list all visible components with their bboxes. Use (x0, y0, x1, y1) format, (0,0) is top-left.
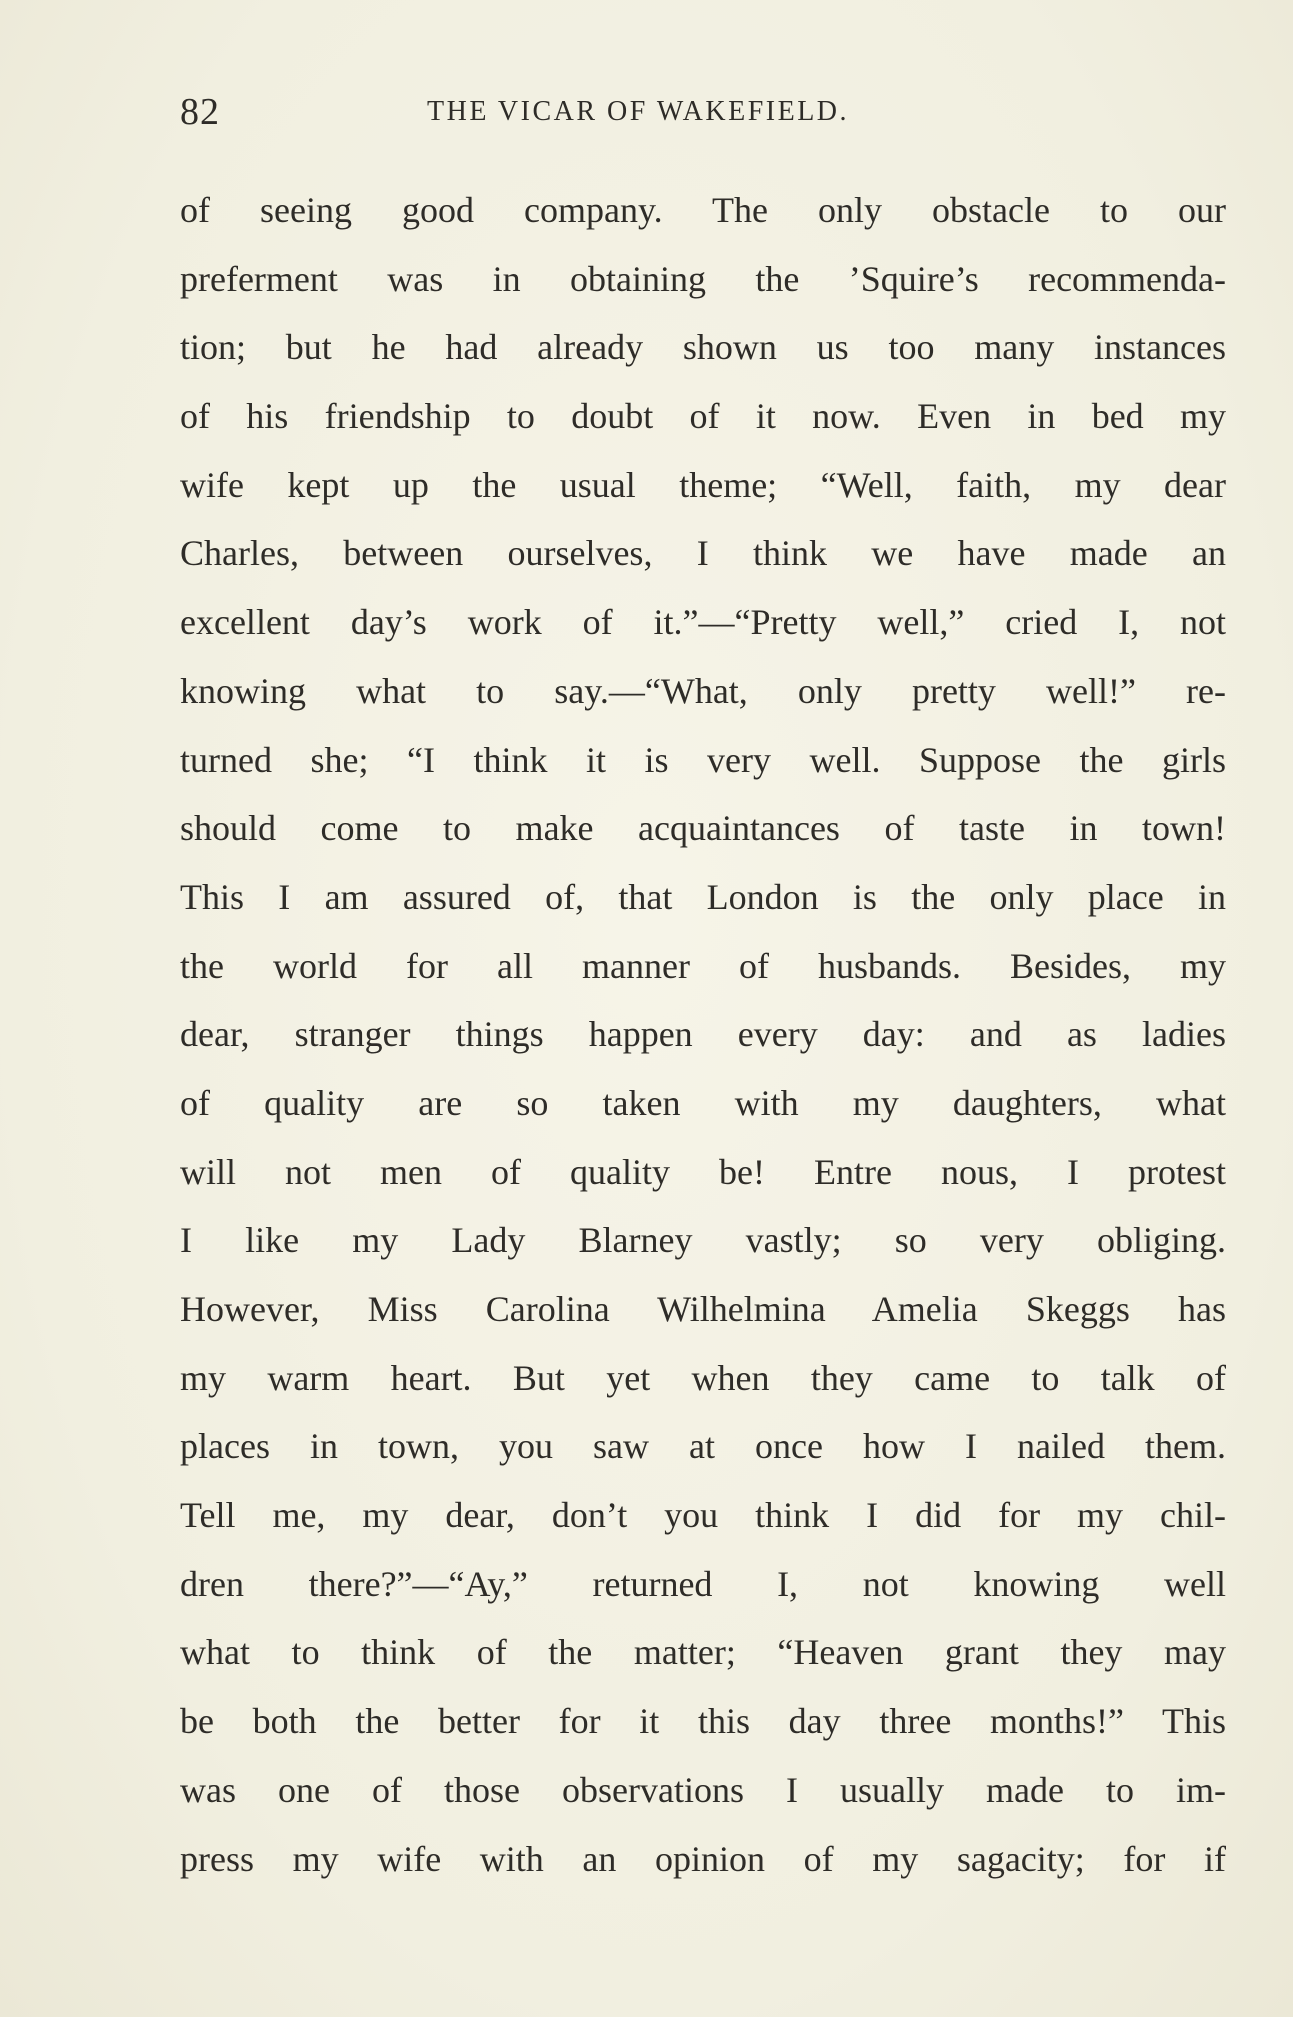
text-line: knowing what to say.—“What, only pretty well!” re- (180, 670, 1226, 711)
text-line: should come to make acquaintances of taste in town! (180, 808, 1226, 849)
text-line: wife kept up the usual theme; “Well, faith, my dear (180, 464, 1226, 505)
text-line: tion; but he had already shown us too many instances (180, 327, 1226, 368)
text-line: I like my Lady Blarney vastly; so very obliging. (180, 1220, 1226, 1261)
text-line: will not men of quality be! Entre nous, I protest (180, 1151, 1226, 1192)
running-title: THE VICAR OF WAKEFIELD. (427, 96, 850, 127)
text-line: This I am assured of, that London is the only place in (180, 876, 1226, 917)
text-line: press my wife with an opinion of my sagacity; for if (180, 1838, 1226, 1879)
text-line: of his friendship to doubt of it now. Even in bed my (180, 396, 1226, 437)
text-line: places in town, you saw at once how I nailed them. (180, 1426, 1226, 1467)
text-line: what to think of the matter; “Heaven grant they may (180, 1632, 1226, 1673)
text-line: was one of those observations I usually made to im- (180, 1769, 1226, 1810)
text-line: of seeing good company. The only obstacle to our (180, 190, 1226, 230)
page-header (180, 90, 1230, 140)
text-line: preferment was in obtaining the ’Squire’s recommenda- (180, 258, 1226, 299)
text-line: the world for all manner of husbands. Besides, my (180, 945, 1226, 986)
text-line: of quality are so taken with my daughters, what (180, 1082, 1226, 1123)
text-line: Charles, between ourselves, I think we have made an (180, 533, 1226, 574)
text-line: Tell me, my dear, don’t you think I did for my chil- (180, 1495, 1226, 1536)
page-number: 82 (180, 91, 220, 133)
text-line: dren there?”—“Ay,” returned I, not knowing well (180, 1563, 1226, 1604)
text-line: my warm heart. But yet when they came to talk of (180, 1357, 1226, 1398)
text-line: However, Miss Carolina Wilhelmina Amelia Skeggs has (180, 1289, 1226, 1329)
text-line: excellent day’s work of it.”—“Pretty well,” cried I, not (180, 602, 1226, 643)
text-line: be both the better for it this day three months!” This (180, 1701, 1226, 1742)
text-line: turned she; “I think it is very well. Suppose the girls (180, 739, 1226, 780)
body-text (180, 176, 1226, 1893)
text-line: dear, stranger things happen every day: and as ladies (180, 1014, 1226, 1055)
